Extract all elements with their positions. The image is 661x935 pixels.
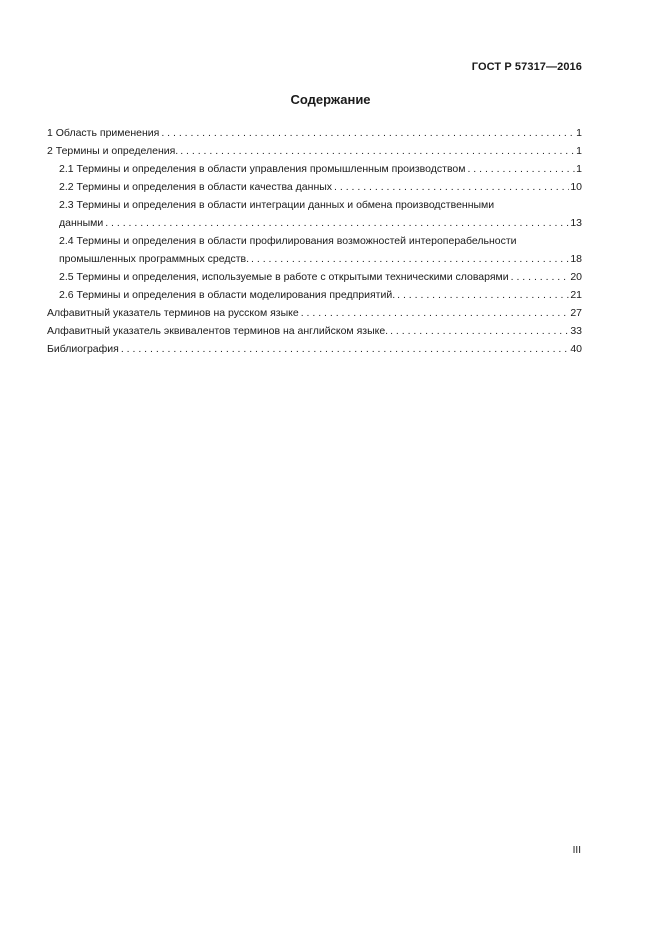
- toc-dot-leader: [121, 340, 569, 358]
- toc-title: Содержание: [290, 92, 371, 107]
- toc-item-page: 1: [576, 127, 582, 139]
- toc-item-2-3[interactable]: [47, 196, 582, 232]
- page-number: III: [572, 845, 581, 856]
- toc-dot-leader: [390, 322, 569, 340]
- toc-item-continuation: [59, 250, 582, 268]
- toc-item-page: 1: [576, 145, 582, 157]
- toc-item-terms[interactable]: [47, 142, 582, 160]
- toc-item-page: 40: [570, 343, 582, 355]
- toc-item-label: Алфавитный указатель терминов на русском языке: [47, 307, 299, 319]
- toc-dot-leader: [334, 178, 569, 196]
- toc-item-label: 2.6 Термины и определения в области моделирования предприятий.: [59, 289, 396, 301]
- toc-dot-leader: [511, 268, 570, 286]
- toc-item-page: 27: [570, 307, 582, 319]
- standard-code: ГОСТ Р 57317—2016: [471, 61, 582, 73]
- toc-item-label: 1 Область применения: [47, 127, 160, 139]
- toc-item-label: 2 Термины и определения.: [47, 145, 179, 157]
- toc-item-bibliography[interactable]: [47, 340, 582, 358]
- toc-item-page: 18: [570, 253, 582, 265]
- toc-item-page: 20: [570, 271, 582, 283]
- toc-item-label: 2.5 Термины и определения, используемые в работе с открытыми техническими словарями: [59, 271, 509, 283]
- toc-item-continuation: [59, 214, 582, 232]
- toc-dot-leader: [161, 124, 575, 142]
- toc-item-page: 33: [570, 325, 582, 337]
- toc-dot-leader: [180, 142, 575, 160]
- toc-item-2-5[interactable]: [47, 268, 582, 286]
- toc-item-label-line1: 2.3 Термины и определения в области интеграции данных и обмена производственными: [59, 199, 495, 211]
- toc-item-page: 10: [570, 181, 582, 193]
- toc-item-scope[interactable]: [47, 124, 582, 142]
- toc-item-label: Алфавитный указатель эквивалентов терминов на английском языке.: [47, 325, 389, 337]
- toc-item-label-line1: 2.4 Термины и определения в области профилирования возможностей интероперабельности: [59, 235, 517, 247]
- toc-item-page: 1: [576, 163, 582, 175]
- toc-item-2-2[interactable]: [47, 178, 582, 196]
- toc-item-2-4[interactable]: [47, 232, 582, 268]
- toc-item-page: 21: [570, 289, 582, 301]
- toc-dot-leader: [301, 304, 570, 322]
- toc-item-2-6[interactable]: [47, 286, 582, 304]
- toc-item-2-1[interactable]: [47, 160, 582, 178]
- toc-item-label: Библиография: [47, 343, 119, 355]
- toc-dot-leader: [467, 160, 575, 178]
- toc-dot-leader: [397, 286, 569, 304]
- toc-item-russian-index[interactable]: [47, 304, 582, 322]
- toc-dot-leader: [251, 250, 569, 268]
- toc-item-label: 2.1 Термины и определения в области управления промышленным производством: [59, 163, 466, 175]
- toc-item-label-line2: промышленных программных средств.: [59, 253, 250, 265]
- toc-dot-leader: [105, 214, 569, 232]
- toc-item-page: 13: [570, 217, 582, 229]
- toc-item-english-index[interactable]: [47, 322, 582, 340]
- table-of-contents: [47, 124, 582, 358]
- toc-item-label: 2.2 Термины и определения в области качества данных: [59, 181, 333, 193]
- toc-item-label-line2: данными: [59, 217, 104, 229]
